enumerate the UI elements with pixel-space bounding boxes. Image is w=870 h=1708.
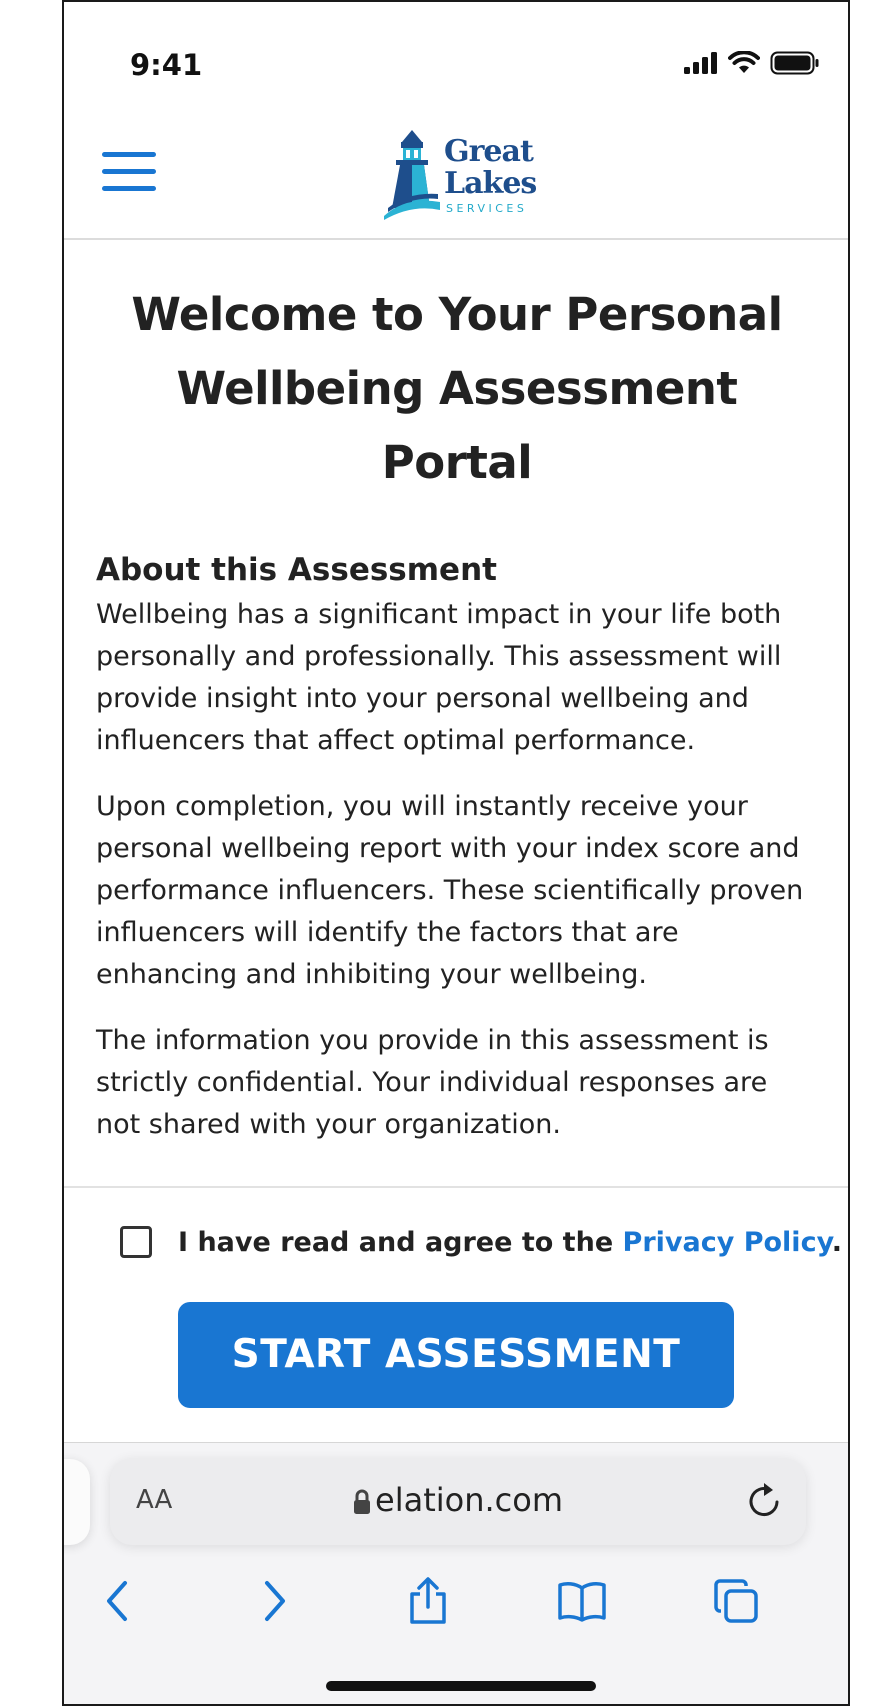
text-size-label: AA <box>136 1485 173 1515</box>
app-header <box>64 120 848 240</box>
about-paragraph: Wellbeing has a significant impact in your life both personally and professionally. This assessment will provide insight into your personal wellbeing and influencers that affect optimal performance. <box>96 599 782 756</box>
agreement-suffix: . <box>831 1226 842 1258</box>
forward-icon[interactable] <box>246 1573 302 1629</box>
about-heading: About this Assessment <box>96 552 497 588</box>
privacy-agree-checkbox[interactable] <box>120 1226 152 1258</box>
logo-text-services: SERVICES <box>446 202 528 215</box>
about-paragraph: Upon completion, you will instantly receive your personal wellbeing report with your index score and performance influencers. These scientifically proven influencers will identify the factors that are enhancing and inhibiting your wellbeing. <box>96 791 804 990</box>
hamburger-menu-icon[interactable] <box>102 150 158 194</box>
logo-text-great: Great <box>444 134 533 169</box>
browser-toolbar <box>64 1565 848 1635</box>
agreement-text: I have read and agree to the <box>178 1226 623 1258</box>
url-display <box>110 1481 806 1519</box>
phone-frame <box>62 0 850 1706</box>
agreement-row <box>120 1226 842 1258</box>
agreement-panel <box>64 1186 848 1444</box>
status-icons <box>684 50 820 76</box>
back-icon[interactable] <box>90 1573 146 1629</box>
lighthouse-icon <box>382 130 442 220</box>
browser-chrome <box>64 1442 848 1706</box>
page-title: Welcome to Your Personal Wellbeing Assessment Portal <box>131 288 783 489</box>
battery-icon <box>770 51 820 75</box>
previous-tab-preview[interactable] <box>62 1459 90 1545</box>
reload-icon[interactable] <box>746 1481 782 1525</box>
cellular-signal-icon <box>684 52 718 74</box>
share-icon[interactable] <box>400 1573 456 1629</box>
logo-text-lakes: Lakes <box>444 166 537 201</box>
main-content[interactable] <box>64 240 848 1186</box>
status-time: 9:41 <box>130 48 203 82</box>
privacy-policy-link[interactable]: Privacy Policy <box>622 1226 832 1258</box>
start-assessment-button[interactable]: START ASSESSMENT <box>178 1302 734 1408</box>
home-indicator[interactable] <box>326 1681 596 1691</box>
address-bar[interactable] <box>110 1459 806 1545</box>
bookmarks-icon[interactable] <box>554 1573 610 1629</box>
about-paragraph: The information you provide in this assessment is strictly confidential. Your individual responses are not shared with your organization. <box>96 1025 769 1140</box>
wifi-icon <box>728 51 760 75</box>
agreement-label <box>178 1227 842 1258</box>
url-text: elation.com <box>375 1481 563 1519</box>
tabs-icon[interactable] <box>708 1573 764 1629</box>
company-logo <box>382 128 552 228</box>
lock-icon <box>353 1489 371 1515</box>
status-bar <box>64 2 848 122</box>
